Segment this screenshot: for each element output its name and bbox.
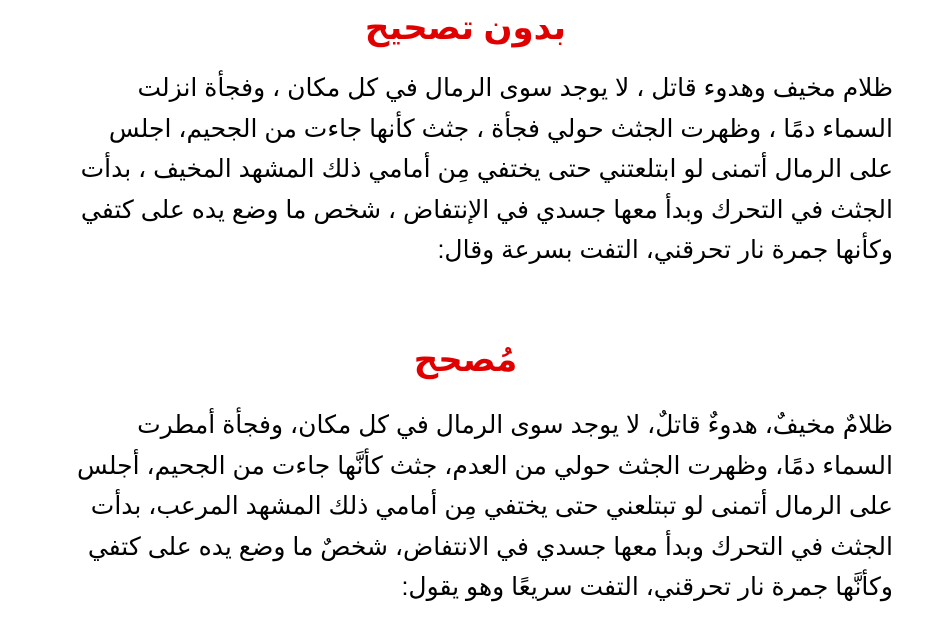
text-line: الجثث في التحرك وبدأ معها جسدي في الانتفاض، شخصٌ ما وضع يده على كتفي (87, 532, 893, 561)
text-line: وكأنها جمرة نار تحرقني، التفت بسرعة وقال: (437, 236, 893, 264)
text-line: السماء دمًا ، وظهرت الجثث حولي فجأة ، جثث كأنها جاءت من الجحيم، اجلس (108, 114, 893, 143)
text-line: على الرمال أتمنى لو ابتلعتني حتى يختفي مِن أمامي ذلك المشهد المخيف ، بدأت (80, 155, 893, 183)
section-title-corrected: مُصحح (413, 341, 518, 379)
text-line: الجثث في التحرك وبدأ معها جسدي في الإنتفاض ، شخص ما وضع يده على كتفي (80, 195, 893, 224)
text-line: ظلامٌ مخيفٌ، هدوءٌ قاتلٌ، لا يوجد سوى الرمال في كل مكان، وفجأة أمطرت (137, 411, 893, 439)
text-line: السماء دمًا، وظهرت الجثث حولي من العدم، جثث كأنَّها جاءت من الجحيم، أجلس (77, 451, 893, 480)
text-line: ظلام مخيف وهدوء قاتل ، لا يوجد سوى الرمال في كل مكان ، وفجأة انزلت (137, 74, 893, 102)
text-line: على الرمال أتمنى لو تبتلعني حتى يختفي مِن أمامي ذلك المشهد المرعب، بدأت (90, 492, 893, 520)
text-line: وكأنَّها جمرة نار تحرقني، التفت سريعًا وهو يقول: (401, 573, 893, 601)
section-title-uncorrected: بدون تصحيح (364, 9, 567, 47)
uncorrected-paragraph (13, 68, 893, 271)
corrected-paragraph (13, 405, 893, 608)
